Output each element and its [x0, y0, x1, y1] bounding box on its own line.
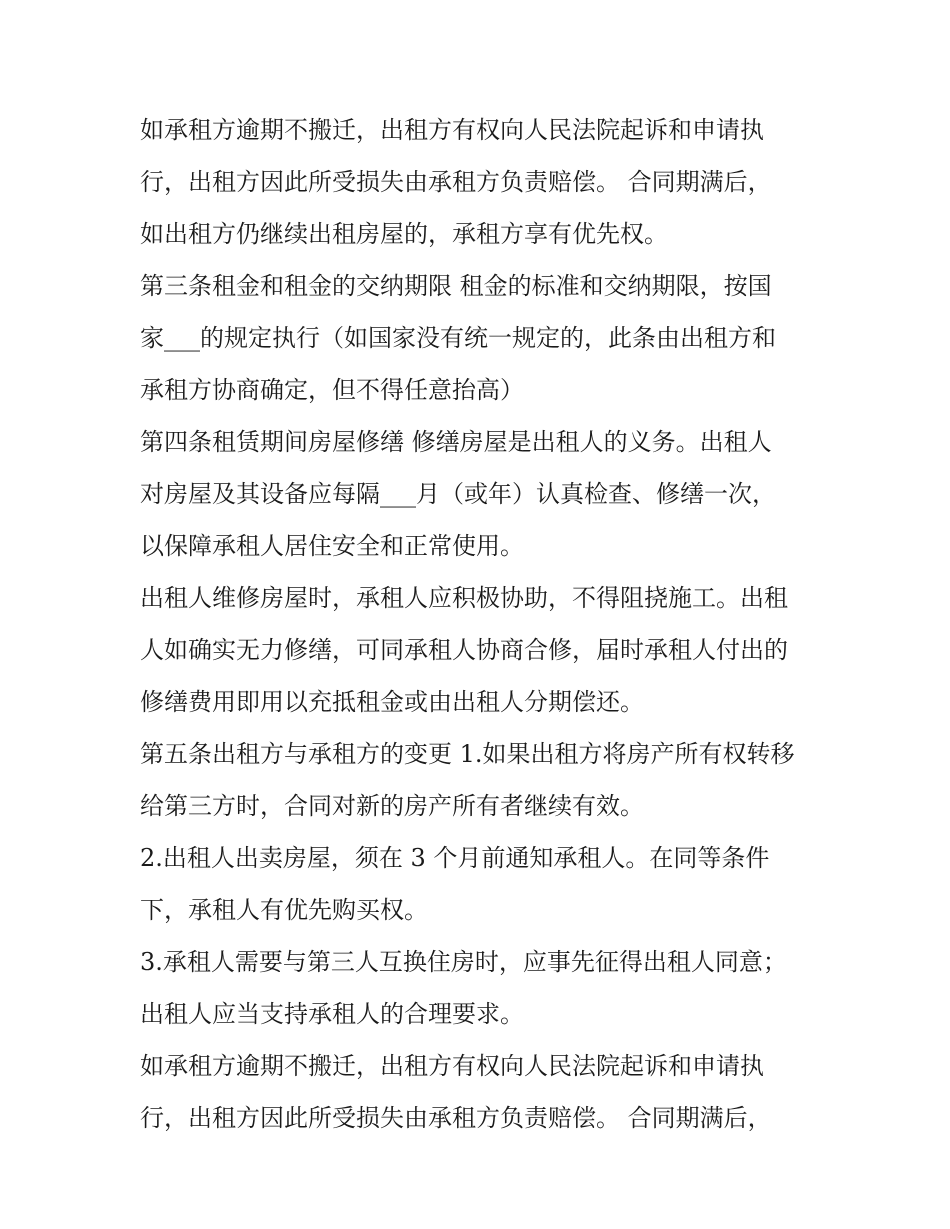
text-line: 如承租方逾期不搬迁，出租方有权向人民法院起诉和申请执 — [140, 116, 764, 144]
text-line: 人如确实无力修缮，可同承租人协商合修，届时承租人付出的 — [140, 636, 788, 664]
text-line: 3.承租人需要与第三人互换住房时，应事先征得出租人同意； — [140, 948, 787, 976]
text-line: 行，出租方因此所受损失由承租方负责赔偿。 合同期满后， — [140, 1104, 772, 1132]
text-line: 2.出租人出卖房屋，须在 3 个月前通知承租人。在同等条件 — [140, 844, 770, 872]
text-line: 第三条租金和租金的交纳期限 租金的标准和交纳期限，按国 — [140, 272, 772, 300]
text-line: 如出租方仍继续出租房屋的，承租方享有优先权。 — [140, 220, 668, 248]
text-line: 行，出租方因此所受损失由承租方负责赔偿。 合同期满后， — [140, 168, 772, 196]
text-line: 给第三方时，合同对新的房产所有者继续有效。 — [140, 792, 644, 820]
document-body — [140, 104, 820, 1144]
text-line: 第五条出租方与承租方的变更 1.如果出租方将房产所有权转移 — [140, 740, 795, 768]
text-line: 修缮费用即用以充抵租金或由出租人分期偿还。 — [140, 688, 644, 716]
text-line: 第四条租赁期间房屋修缮 修缮房屋是出租人的义务。出租人 — [140, 428, 772, 456]
text-line: 承租方协商确定，但不得任意抬高） — [140, 376, 524, 404]
text-line: 下，承租人有优先购买权。 — [140, 896, 428, 924]
text-line: 出租人维修房屋时，承租人应积极协助，不得阻挠施工。出租 — [140, 584, 788, 612]
text-line: 对房屋及其设备应每隔___月（或年）认真检查、修缮一次， — [140, 480, 776, 508]
text-line: 家___的规定执行（如国家没有统一规定的，此条由出租方和 — [140, 324, 776, 352]
text-line: 以保障承租人居住安全和正常使用。 — [140, 532, 524, 560]
text-line: 如承租方逾期不搬迁，出租方有权向人民法院起诉和申请执 — [140, 1052, 764, 1080]
text-line: 出租人应当支持承租人的合理要求。 — [140, 1000, 524, 1028]
